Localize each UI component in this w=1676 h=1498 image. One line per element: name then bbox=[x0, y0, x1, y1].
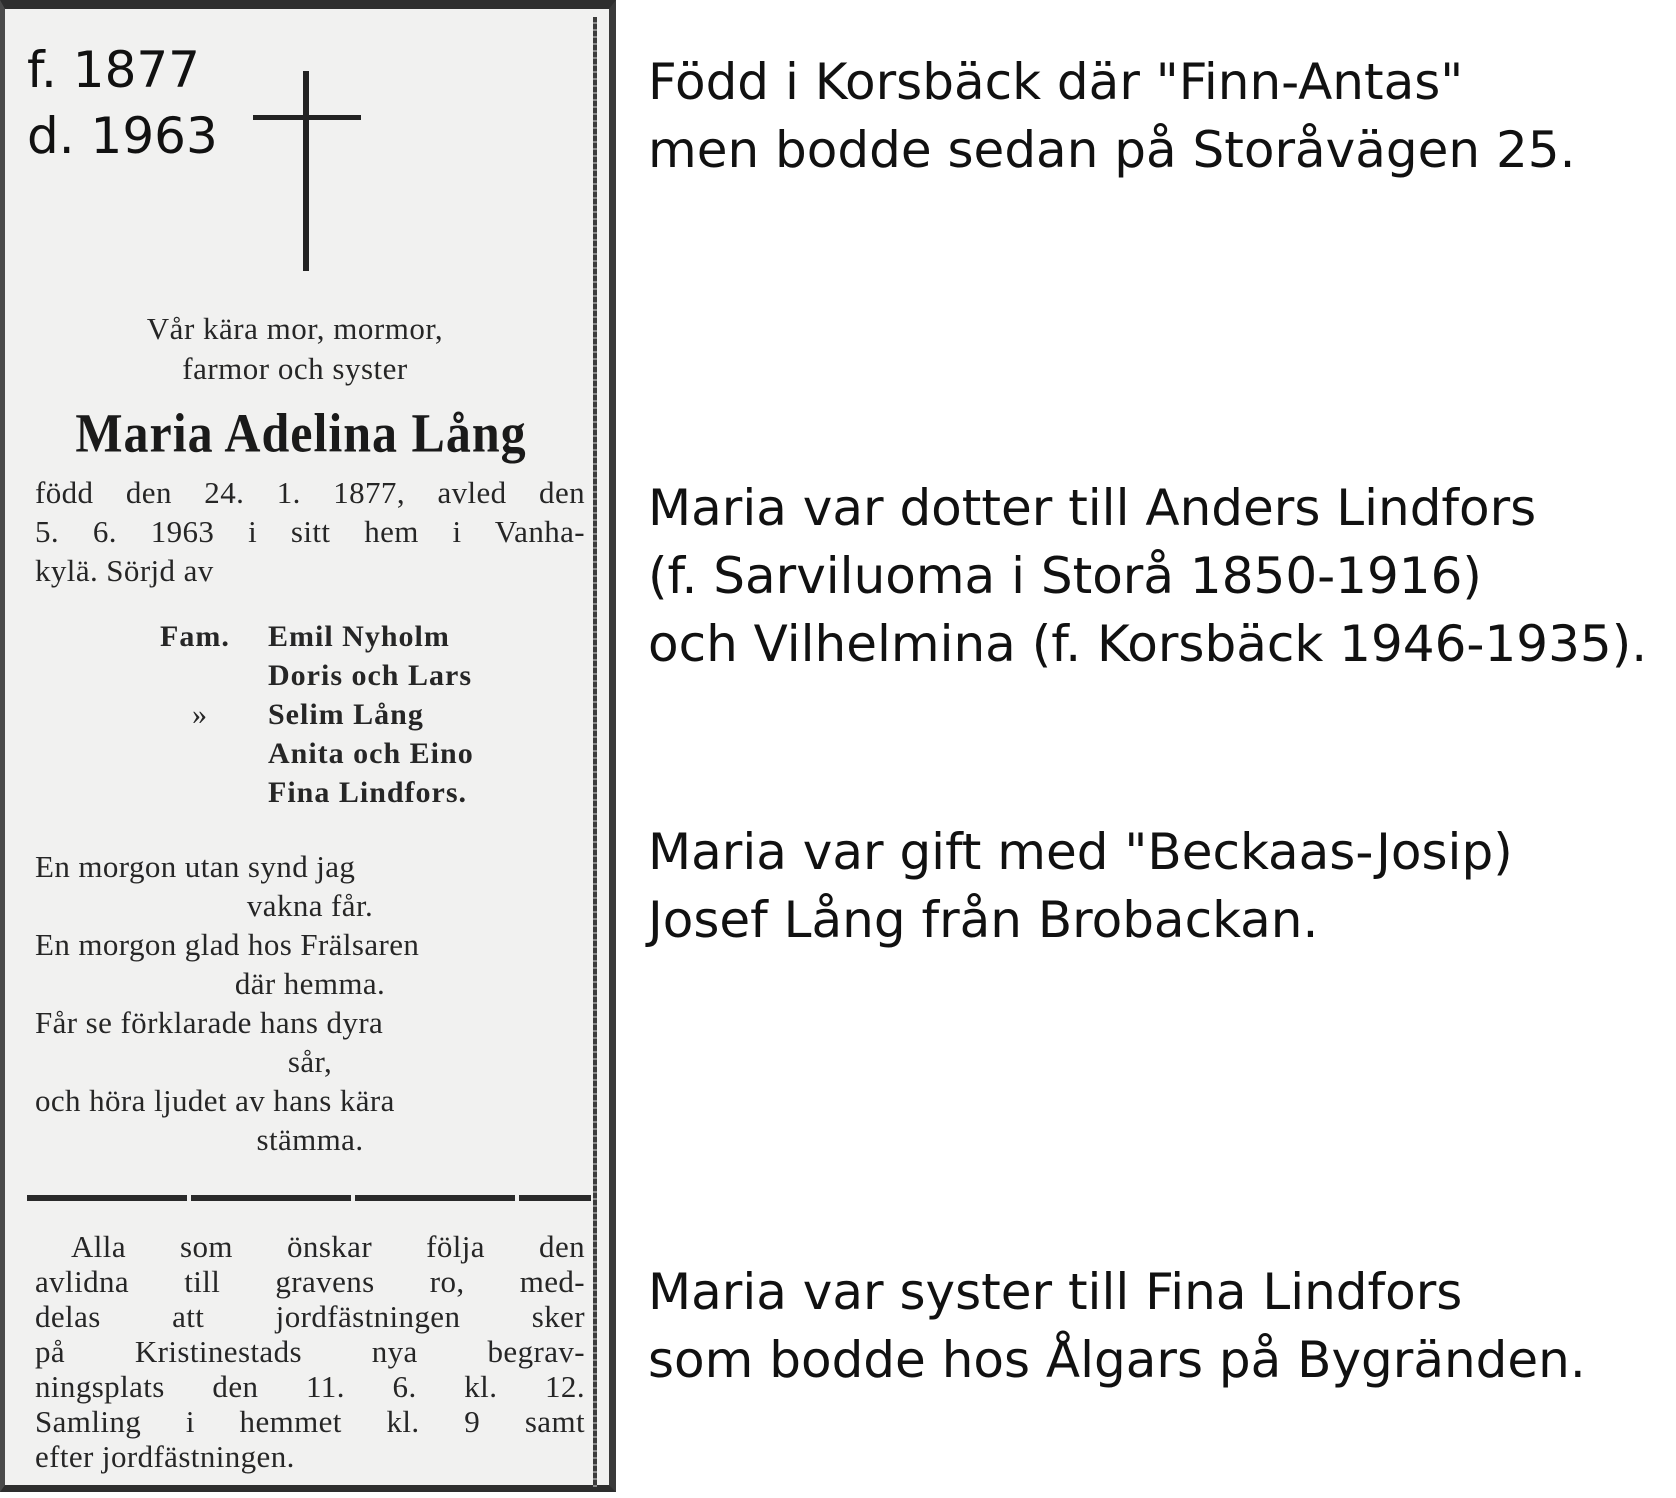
annotation-sibling bbox=[648, 1258, 1586, 1394]
intro-line: Vår kära mor, mormor, bbox=[146, 311, 444, 346]
section-divider bbox=[27, 1195, 591, 1201]
clipping-edge-rule bbox=[593, 17, 597, 1487]
birth-line: född den 24. 1. 1877, avled den bbox=[35, 475, 585, 510]
annotation-parents bbox=[648, 474, 1647, 678]
notice-line: avlidna till gravens ro, med- bbox=[35, 1264, 585, 1299]
mourner-name: Fina Lindfors. bbox=[268, 776, 468, 809]
verse-line: En morgon glad hos Frälsaren bbox=[35, 927, 420, 962]
mourner-prefix: Fam. bbox=[160, 620, 230, 653]
notice-line: Samling i hemmet kl. 9 samt bbox=[35, 1404, 585, 1439]
notice-line: delas att jordfästningen sker bbox=[35, 1299, 585, 1334]
obituary-intro bbox=[35, 309, 555, 389]
annotation-line: Maria var gift med "Beckaas-Josip) bbox=[648, 823, 1513, 881]
notice-line: Alla som önskar följa den bbox=[71, 1229, 585, 1264]
memorial-verse bbox=[35, 847, 585, 1159]
annotation-line: som bodde hos Ålgars på Bygränden. bbox=[648, 1331, 1586, 1389]
funeral-notice bbox=[35, 1229, 585, 1474]
annotation-line: Josef Lång från Brobackan. bbox=[648, 891, 1319, 949]
mourner-name: Selim Lång bbox=[268, 698, 424, 731]
birth-death-text bbox=[35, 473, 585, 590]
notice-line: på Kristinestads nya begrav- bbox=[35, 1334, 585, 1369]
verse-line: och höra ljudet av hans kära bbox=[35, 1083, 395, 1118]
annotation-spouse bbox=[648, 818, 1513, 954]
annotations-panel bbox=[640, 0, 1670, 1498]
notice-line: efter jordfästningen. bbox=[35, 1439, 295, 1474]
birth-line: kylä. Sörjd av bbox=[35, 553, 214, 588]
annotation-line: och Vilhelmina (f. Korsbäck 1946-1935). bbox=[648, 615, 1648, 673]
deceased-name: Maria Adelina Lång bbox=[75, 402, 527, 464]
annotation-line: Född i Korsbäck där "Finn-Antas" bbox=[648, 53, 1464, 111]
annotation-line: (f. Sarviluoma i Storå 1850-1916) bbox=[648, 547, 1482, 605]
annotation-line: Maria var dotter till Anders Lindfors bbox=[648, 479, 1537, 537]
verse-line: vakna får. bbox=[246, 888, 374, 923]
mourner-prefix: » bbox=[192, 698, 208, 731]
annotation-line: Maria var syster till Fina Lindfors bbox=[648, 1263, 1463, 1321]
verse-line: En morgon utan synd jag bbox=[35, 849, 356, 884]
annotation-birthplace bbox=[648, 48, 1576, 184]
verse-line: Får se förklarade hans dyra bbox=[35, 1005, 384, 1040]
intro-line: farmor och syster bbox=[182, 351, 408, 386]
obituary-clipping bbox=[0, 0, 616, 1492]
mourner-name: Doris och Lars bbox=[268, 659, 472, 692]
verse-line: sår, bbox=[287, 1044, 333, 1079]
mourner-name: Emil Nyholm bbox=[268, 620, 450, 653]
death-year: d. 1963 bbox=[27, 107, 218, 165]
notice-line: ningsplats den 11. 6. kl. 12. bbox=[35, 1369, 585, 1404]
mourner-name: Anita och Eino bbox=[268, 737, 474, 770]
annotation-line: men bodde sedan på Storåvägen 25. bbox=[648, 121, 1576, 179]
birth-line: 5. 6. 1963 i sitt hem i Vanha- bbox=[35, 514, 585, 549]
birth-year: f. 1877 bbox=[27, 41, 200, 99]
verse-line: stämma. bbox=[256, 1122, 364, 1157]
verse-line: där hemma. bbox=[234, 966, 386, 1001]
life-dates bbox=[27, 37, 218, 169]
